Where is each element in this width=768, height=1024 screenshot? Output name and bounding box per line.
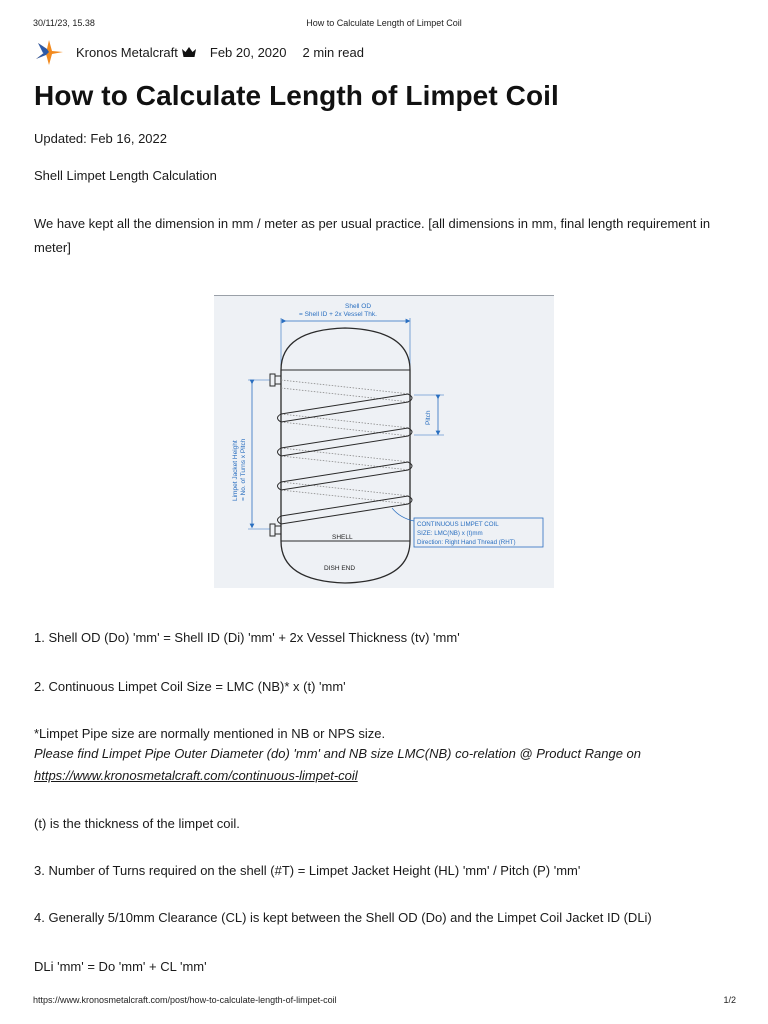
print-header [0,18,768,32]
read-time: 2 min read [302,44,364,60]
callout-coil-title: CONTINUOUS LIMPET COIL [417,521,499,528]
callout-coil-direction: Direction: Right Hand Thread (RHT) [417,539,516,546]
formula-clearance: 4. Generally 5/10mm Clearance (CL) is kept between the Shell OD (Do) and the Limpet Coil Jacket ID (DLi) [34,910,652,925]
note-product-range: Please find Limpet Pipe Outer Diameter (do) 'mm' and NB size LMC(NB) co-relation @ Product Range on [34,746,642,761]
limpet-coil-diagram [214,295,554,588]
label-shell: SHELL [332,534,353,541]
formula-number-of-turns: 3. Number of Turns required on the shell (#T) = Limpet Jacket Height (HL) 'mm' / Pitch (P) 'mm' [34,863,581,878]
note-pipe-size: *Limpet Pipe size are normally mentioned in NB or NPS size. [34,726,386,741]
top-dish-end [281,328,410,370]
dim-shell-od-formula: = Shell ID + 2x Vessel Thk. [299,311,377,318]
print-timestamp: 30/11/23, 15.38 [33,18,95,28]
bottom-dish-end [281,541,410,583]
intro-paragraph: We have kept all the dimension in mm / meter as per usual practice. [all dimensions in mm, final length requirement in meter] [34,216,711,255]
dim-jacket-height-formula: = No. of Turns x Pitch [240,438,247,501]
author-name[interactable]: Kronos Metalcraft [76,44,178,60]
print-page-number: 1/2 [723,995,736,1005]
formula-shell-od: 1. Shell OD (Do) 'mm' = Shell ID (Di) 'mm' + 2x Vessel Thickness (tv) 'mm' [34,630,460,645]
print-page-title: How to Calculate Length of Limpet Coil [306,18,462,28]
post-date: Feb 20, 2020 [209,44,287,60]
bottom-nozzle-flange [270,524,275,536]
formula-coil-size: 2. Continuous Limpet Coil Size = LMC (NB)* x (t) 'mm' [34,679,346,694]
callout-coil-size: SIZE: LMC(NB) x (t)mm [417,530,483,537]
formula-dli: DLi 'mm' = Do 'mm' + CL 'mm' [34,959,207,974]
label-dish-end: DISH END [324,565,356,572]
dim-pitch: Pitch [425,410,432,425]
vessel-diagram-svg [214,296,554,589]
dim-shell-od: Shell OD [345,303,372,310]
thickness-definition: (t) is the thickness of the limpet coil. [34,816,240,831]
crown-icon [182,47,196,57]
coil-back-turns [281,380,410,504]
updated-date: Updated: Feb 16, 2022 [34,131,167,146]
print-footer-url: https://www.kronosmetalcraft.com/post/how-to-calculate-length-of-limpet-coil [33,995,337,1005]
product-range-link-wrap [34,764,358,788]
post-meta [34,36,364,68]
product-range-link[interactable]: https://www.kronosmetalcraft.com/continuous-limpet-coil [34,768,358,783]
kronos-logo-icon[interactable] [34,37,64,67]
section-subtitle: Shell Limpet Length Calculation [34,168,217,183]
coil-front-turns [278,394,413,524]
top-nozzle-flange [270,374,275,386]
dim-jacket-height: Limpet Jacket Height [232,440,239,501]
article-title: How to Calculate Length of Limpet Coil [34,80,559,111]
